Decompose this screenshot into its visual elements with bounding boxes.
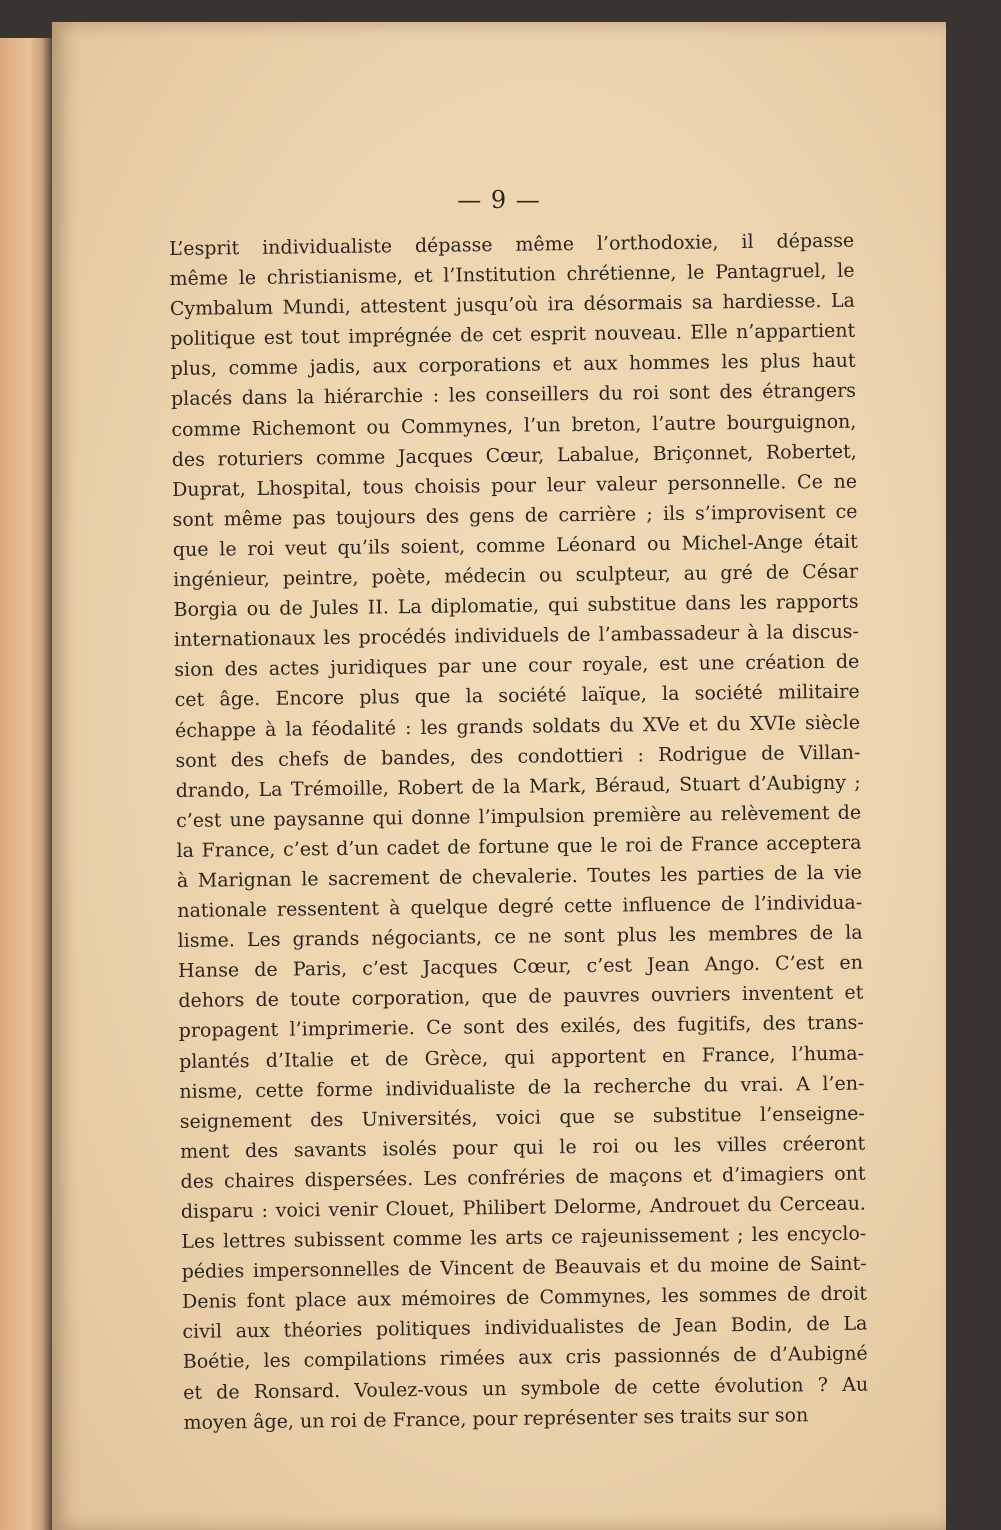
scan-background — [946, 20, 1001, 1530]
text-line: cet âge. Encore plus que la société laïque, la société militaire — [174, 681, 860, 712]
text-line: sont même pas toujours des gens de carrière ; ils s’improvisent ce — [172, 500, 858, 531]
text-line: Les lettres subissent comme les arts ce rajeunissement ; les encyclo- — [181, 1222, 867, 1254]
text-line: plus, comme jadis, aux corporations et aux hommes les plus haut — [170, 349, 856, 381]
text-line: moyen âge, un roi de France, pour représenter ses traits sur son — [183, 1403, 809, 1434]
text-line: que le roi veut qu’ils soient, comme Léonard ou Michel-Ange était — [172, 530, 858, 561]
text-line: seignement des Universités, voici que se substitue l’enseigne- — [179, 1102, 865, 1133]
text-line: placés dans la hiérarchie : les conseillers du roi sont des étrangers — [170, 380, 857, 411]
text-line: des chaires dispersées. Les confréries de maçons et d’imagiers ont — [180, 1162, 866, 1193]
text-line: politique est tout imprégnée de cet esprit nouveau. Elle n’appartient — [170, 319, 856, 351]
text-line: plantés d’Italie et de Grèce, qui apportent en France, l’huma- — [178, 1042, 865, 1073]
text-line: Borgia ou de Jules II. La diplomatie, qui substitue dans les rapports — [173, 590, 859, 622]
text-line: pédies impersonnelles de Vincent de Beauvais et du moine de Saint- — [181, 1252, 867, 1284]
book-page — [52, 22, 946, 1530]
text-line: c’est une paysanne qui donne l’impulsion première au relèvement de — [176, 801, 862, 832]
text-line: comme Richemont ou Commynes, l’un breton, l’autre bourguignon, — [171, 410, 857, 441]
text-line: propagent l’imprimerie. Ce sont des exilés, des fugitifs, des trans- — [178, 1012, 864, 1043]
text-line: Cymbalum Mundi, attestent jusqu’où ira désormais sa hardiesse. La — [169, 289, 856, 321]
text-line: sont des chefs de bandes, des condottieri : Rodrigue de Villan- — [175, 741, 861, 772]
text-line: L’esprit individualiste dépasse même l’orthodoxie, il dépasse — [169, 229, 855, 260]
text-line: Hanse de Paris, c’est Jacques Cœur, c’est Jean Ango. C’est en — [177, 951, 864, 983]
text-line: nationale ressentent à quelque degré cette influence de l’individua- — [177, 891, 863, 923]
text-line: des roturiers comme Jacques Cœur, Labalue, Briçonnet, Robertet, — [171, 440, 857, 471]
text-line: ment des savants isolés pour qui le roi ou les villes créeront — [180, 1132, 866, 1163]
text-line: à Marignan le sacrement de chevalerie. Toutes les parties de la vie — [176, 861, 862, 892]
text-line: Duprat, Lhospital, tous choisis pour leur valeur personnelle. Ce ne — [171, 470, 858, 501]
text-line: Denis font place aux mémoires de Commynes, les sommes de droit — [181, 1282, 868, 1314]
text-line: disparu : voici venir Clouet, Philibert Delorme, Androuet du Cerceau. — [180, 1192, 867, 1223]
text-line: lisme. Les grands négociants, ce ne sont plus les membres de la — [177, 921, 863, 953]
text-line: même le christianisme, et l’Institution chrétienne, le Pantagruel, le — [169, 259, 855, 291]
text-line: sion des actes juridiques par une cour royale, est une création de — [174, 650, 860, 682]
text-line: nisme, cette forme individualiste de la recherche du vrai. A l’en- — [179, 1072, 865, 1103]
text-line: échappe à la féodalité : les grands soldats du XVe et du XVIe siècle — [174, 711, 861, 742]
text-line: drando, La Trémoille, Robert de la Mark, Béraud, Stuart d’Aubigny ; — [175, 771, 861, 802]
body-text — [169, 226, 869, 1438]
text-line: et de Ronsard. Voulez-vous un symbole de cette évolution ? Au — [183, 1373, 869, 1404]
text-line: Boétie, les compilations rimées aux cris passionnés de d’Aubigné — [182, 1343, 868, 1374]
text-line: civil aux théories politiques individualistes de Jean Bodin, de La — [182, 1312, 868, 1344]
text-line: internationaux les procédés individuels de l’ambassadeur à la discus- — [173, 620, 860, 652]
text-line: la France, c’est d’un cadet de fortune que le roi de France acceptera — [176, 831, 862, 862]
text-line: dehors de toute corporation, que de pauvres ouvriers inventent et — [178, 981, 864, 1013]
text-line: ingénieur, peintre, poète, médecin ou sculpteur, au gré de César — [173, 560, 859, 592]
page-number: — 9 — — [457, 186, 541, 214]
facing-page-edge — [0, 38, 52, 1530]
